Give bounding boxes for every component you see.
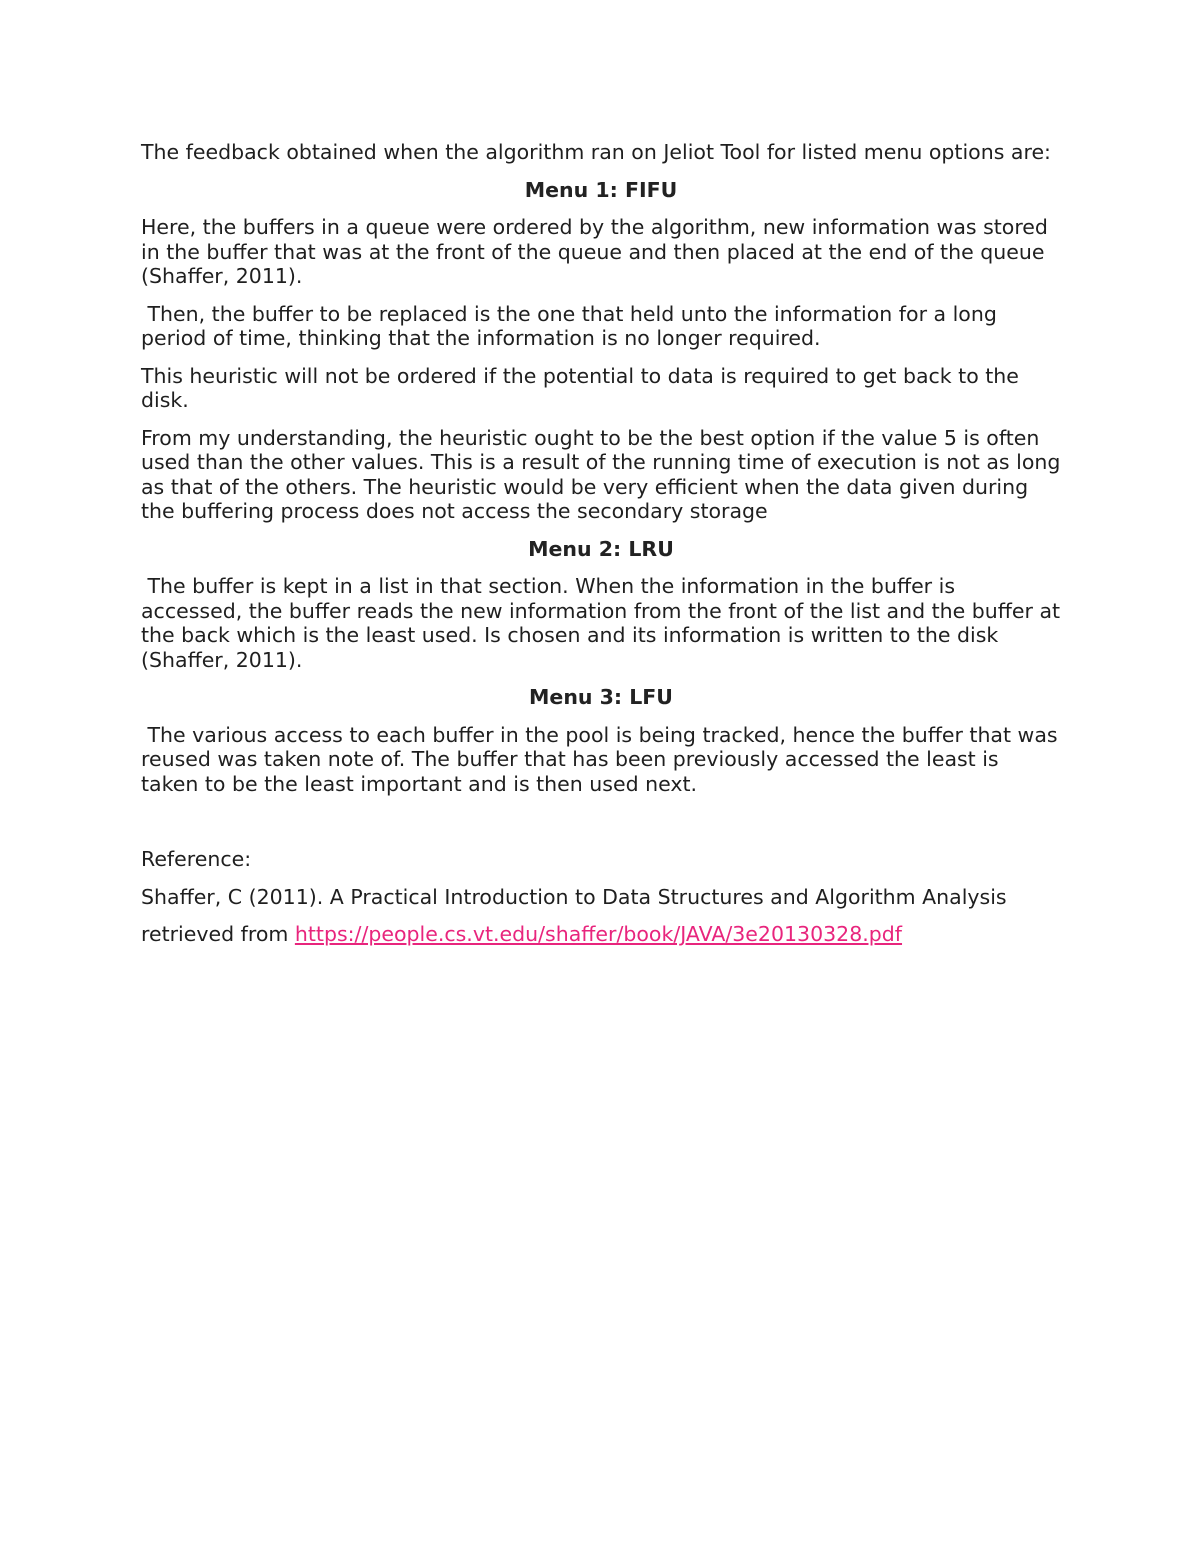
reference-url-link[interactable]: https://people.cs.vt.edu/shaffer/book/JAVA/3e20130328.pdf: [294, 922, 903, 946]
reference-citation: Shaffer, C (2011). A Practical Introduction to Data Structures and Algorithm Analysis: [141, 884, 1007, 909]
menu-1-paragraph-2: Then, the buffer to be replaced is the one that held unto the information for a long period of time, thinking that the information is no longer required.: [141, 301, 1004, 350]
section-heading-menu-2: Menu 2: LRU: [528, 536, 674, 561]
section-heading-menu-3: Menu 3: LFU: [529, 685, 673, 709]
retrieved-prefix: retrieved from: [141, 922, 295, 946]
reference-label: Reference:: [141, 847, 252, 871]
menu-1-paragraph-4: From my understanding, the heuristic ought to be the best option if the value 5 is often used than the other values. This is a result of the running time of execution is not as long as that of the others. The heuristic would be very efficient when the data given during the buffering process does not access the secondary storage: [141, 425, 1061, 523]
intro-paragraph: The feedback obtained when the algorithm ran on Jeliot Tool for listed menu options are:: [141, 140, 1051, 164]
reference-retrieved-line: [141, 922, 1061, 947]
spacer: [141, 809, 1061, 847]
menu-1-paragraph-3: This heuristic will not be ordered if the potential to data is required to get back to the disk.: [141, 363, 1019, 412]
section-heading-menu-1: Menu 1: FIFU: [524, 177, 678, 202]
menu-2-paragraph-1: The buffer is kept in a list in that section. When the information in the buffer is accessed, the buffer reads the new information from the front of the list and the buffer at the back which is the least used. Is chosen and its information is written to the disk (Shaffer, 2011).: [141, 574, 1067, 672]
menu-1-paragraph-1: Here, the buffers in a queue were ordered by the algorithm, new information was stored in the buffer that was at the front of the queue and then placed at the end of the queue (Shaffer, 2011).: [141, 215, 1048, 288]
document-page: [141, 140, 1067, 960]
menu-3-paragraph-1: The various access to each buffer in the pool is being tracked, hence the buffer that was reused was taken note of. The buffer that has been previously accessed the least is taken to be the least important and is then used next.: [141, 722, 1065, 796]
